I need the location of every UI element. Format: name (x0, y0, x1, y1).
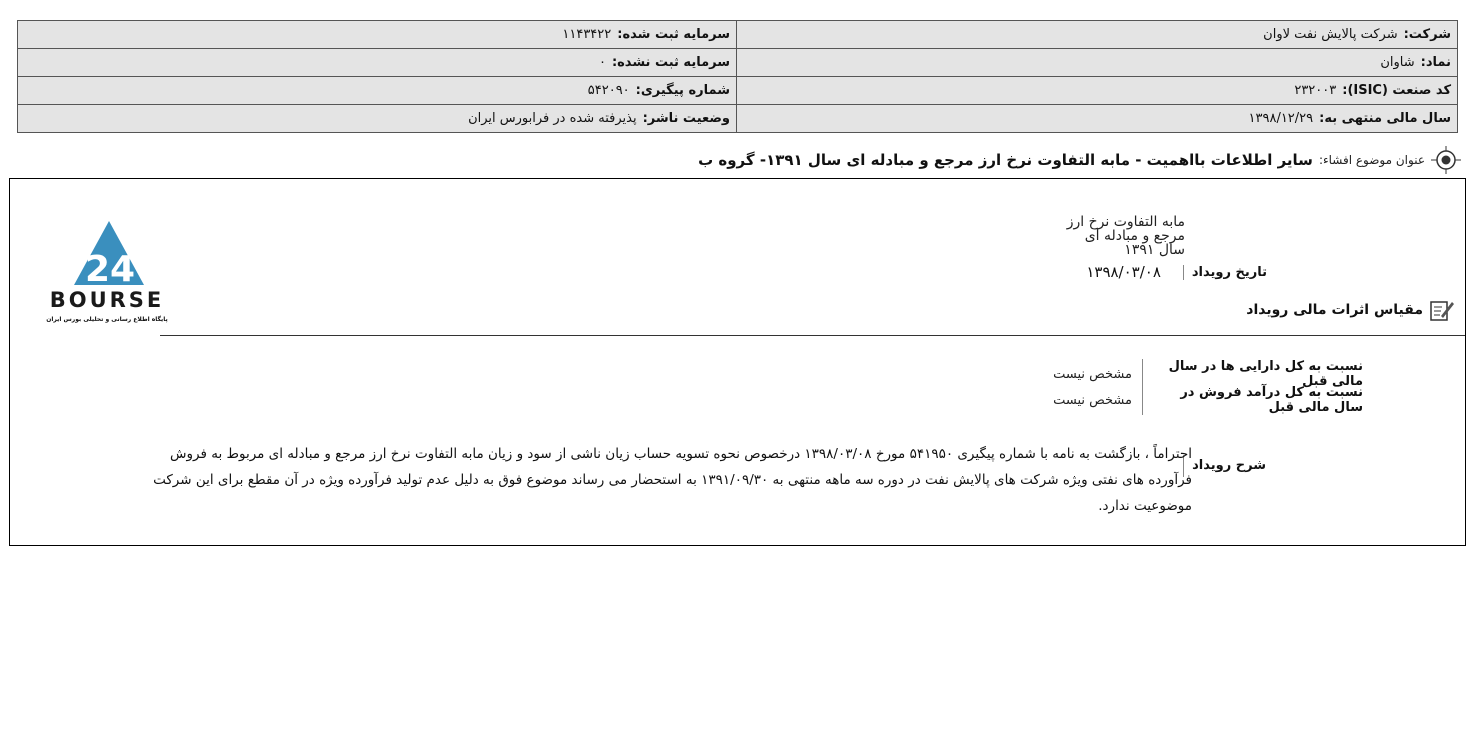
logo-tagline: پایگاه اطلاع رسانی و تحلیلی بورس ایران (46, 316, 168, 323)
info-row (18, 77, 1458, 105)
revenue-ratio-row (1053, 385, 1363, 415)
event-title: مابه التفاوت نرخ ارز مرجع و مبادله ای سال ۱۳۹۱ (1066, 214, 1185, 258)
assets-ratio-label: نسبت به کل دارایی ها در سال مالی قبل (1142, 359, 1363, 389)
fiscal-year-label: سال مالی منتهی به: (1319, 111, 1451, 126)
registered-capital-label: سرمایه ثبت شده: (617, 27, 730, 42)
tracking-value: ۵۴۲۰۹۰ (587, 83, 630, 98)
tracking-label: شماره پیگیری: (635, 83, 730, 98)
company-cell (737, 21, 1458, 49)
description-label: شرح رویداد (1183, 455, 1266, 477)
event-box (9, 178, 1466, 546)
fiscal-year-value: ۱۳۹۸/۱۲/۲۹ (1248, 111, 1314, 126)
assets-ratio-value: مشخص نیست (1053, 366, 1132, 382)
target-icon (1431, 146, 1461, 174)
unregistered-capital-value: ۰ (598, 55, 606, 70)
company-label: شرکت: (1403, 27, 1451, 42)
publisher-status-cell (18, 105, 737, 133)
financial-effect-title: مقیاس اثرات مالی رویداد (1246, 302, 1423, 318)
isic-value: ۲۳۲۰۰۳ (1294, 83, 1337, 98)
subject-label: عنوان موضوع افشاء: (1318, 153, 1425, 167)
unregistered-capital-cell (18, 49, 737, 77)
event-date-row (1086, 261, 1267, 283)
company-info-table (17, 20, 1458, 133)
subject-title: سایر اطلاعات بااهمیت - مابه التفاوت نرخ ارز مرجع و مبادله ای سال ۱۳۹۱- گروه ب (698, 151, 1313, 169)
subject-line (698, 146, 1461, 174)
logo-number: 24 (84, 249, 136, 290)
registered-capital-value: ۱۱۴۳۴۲۲ (562, 27, 612, 42)
fiscal-year-cell (737, 105, 1458, 133)
financial-effect-heading (1246, 297, 1455, 323)
publisher-status-value: پذیرفته شده در فرابورس ایران (468, 111, 637, 126)
symbol-value: شاوان (1380, 55, 1415, 70)
revenue-ratio-label: نسبت به کل درآمد فروش در سال مالی قبل (1142, 385, 1363, 415)
info-row (18, 105, 1458, 133)
tracking-cell (18, 77, 737, 105)
event-date-label: تاریخ رویداد (1183, 265, 1267, 280)
logo-name: BOURSE (49, 288, 165, 312)
company-value: شرکت پالایش نفت لاوان (1263, 27, 1398, 42)
bourse24-logo (40, 217, 175, 337)
isic-cell (737, 77, 1458, 105)
symbol-cell (737, 49, 1458, 77)
symbol-label: نماد: (1420, 55, 1451, 70)
registered-capital-cell (18, 21, 737, 49)
edit-note-icon (1429, 298, 1455, 322)
event-date-value: ۱۳۹۸/۰۳/۰۸ (1086, 263, 1161, 281)
publisher-status-label: وضعیت ناشر: (642, 111, 730, 126)
divider (160, 335, 1465, 336)
unregistered-capital-label: سرمایه ثبت نشده: (611, 55, 730, 70)
info-row (18, 49, 1458, 77)
event-description: احتراماً ، بازگشت به نامه با شماره پیگیری ۵۴۱۹۵۰ مورخ ۱۳۹۸/۰۳/۰۸ درخصوص نحوه تسویه حساب زیان ناشی از سود و زیان مابه التفاوت نرخ ارز مرجع و مبادله ای مربوط به فروش فرآورده های نفتی ویژه شرکت های پالایش نفت در دوره سه ماهه منتهی به ۱۳۹۱/۰۹/۳۰ به استحضار می رساند موضوع فوق به دلیل عدم تولید فرآورده ویژه در آن مقطع برای این شرکت موضوعیت ندارد. (153, 446, 1192, 514)
isic-label: کد صنعت (ISIC): (1342, 83, 1451, 98)
revenue-ratio-value: مشخص نیست (1053, 392, 1132, 408)
info-row (18, 21, 1458, 49)
assets-ratio-row (1053, 359, 1363, 389)
